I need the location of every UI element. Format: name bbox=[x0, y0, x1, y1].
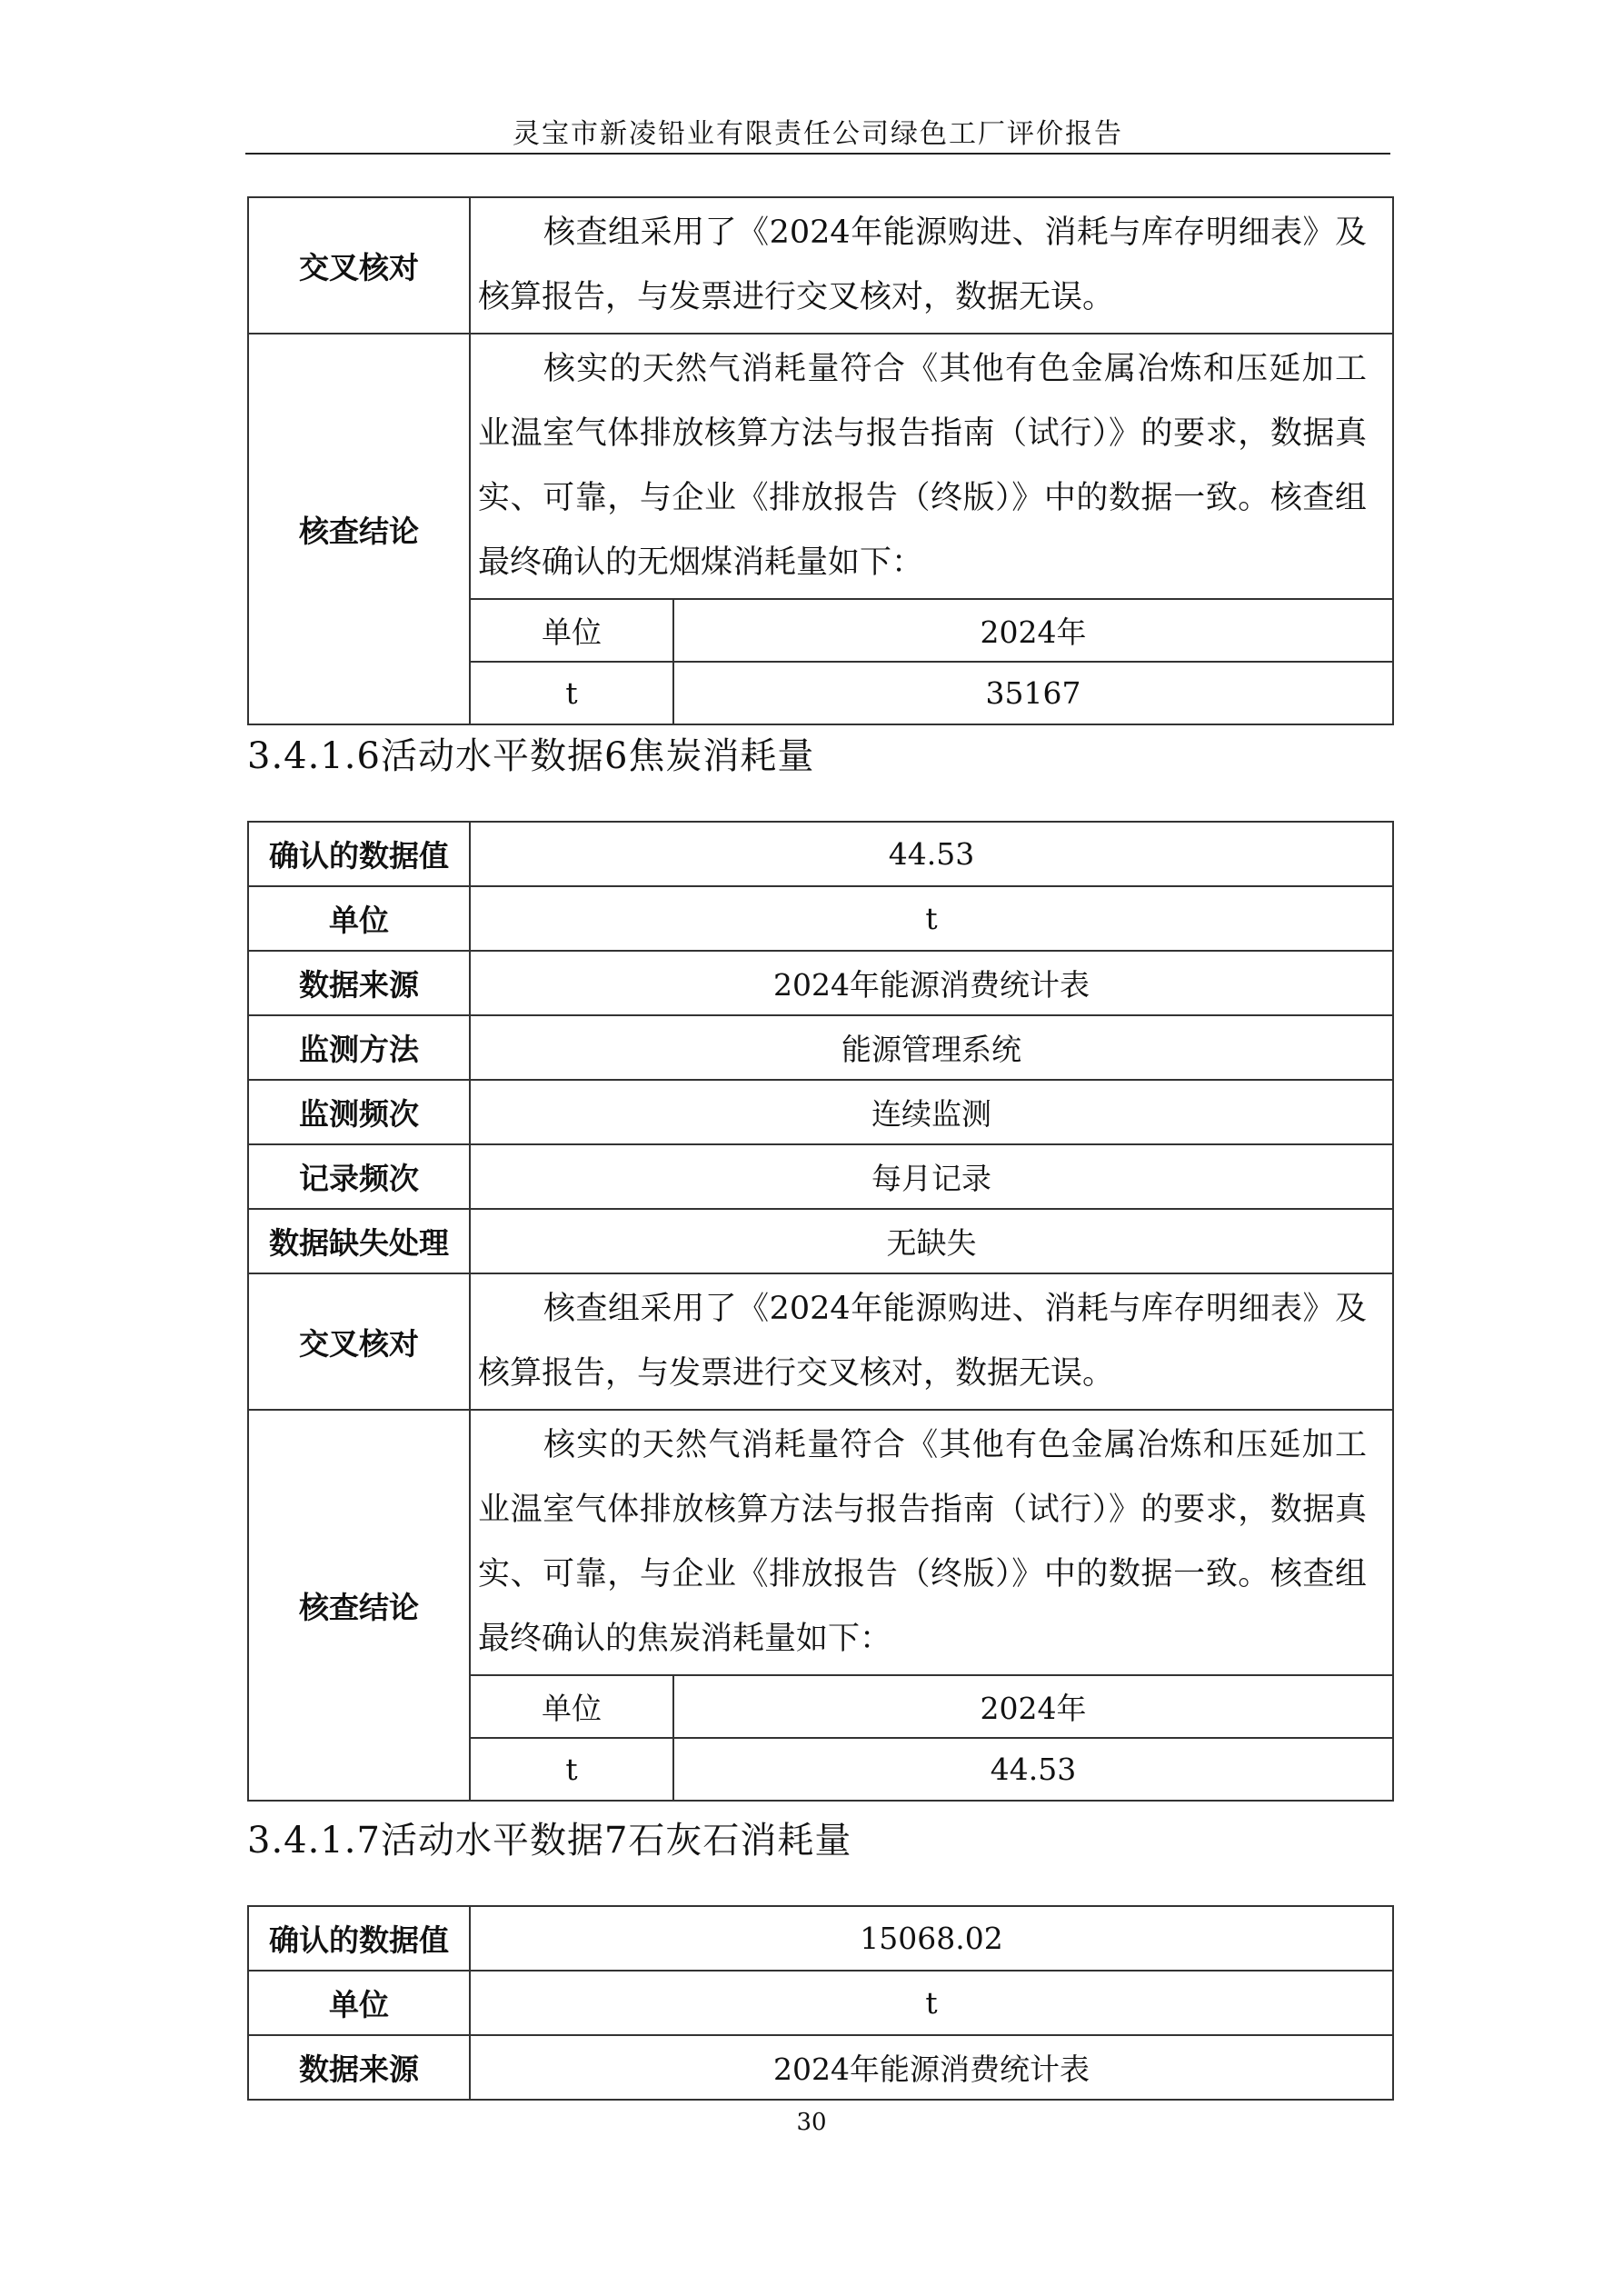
table-row bbox=[248, 886, 1393, 951]
row-value: 无缺失 bbox=[470, 1209, 1393, 1273]
row-value: 连续监测 bbox=[470, 1080, 1393, 1144]
table-row bbox=[248, 2035, 1393, 2100]
row-label: 单位 bbox=[248, 1971, 470, 2035]
cross-check-row bbox=[248, 197, 1393, 334]
table-row bbox=[248, 1015, 1393, 1080]
row-label: 数据来源 bbox=[248, 2035, 470, 2100]
table-row bbox=[248, 1209, 1393, 1273]
row-value: 2024年能源消费统计表 bbox=[470, 2035, 1393, 2100]
row-value: t bbox=[470, 886, 1393, 951]
table-row bbox=[248, 1080, 1393, 1144]
row-label: 数据缺失处理 bbox=[248, 1209, 470, 1273]
conclusion-cell bbox=[470, 1410, 1393, 1801]
conclusion-row bbox=[248, 1410, 1393, 1801]
conclusion-value-row bbox=[471, 662, 1392, 724]
conclusion-value-row bbox=[471, 1738, 1392, 1800]
conclusion-value-header-row bbox=[471, 1675, 1392, 1738]
row-value: t bbox=[470, 1971, 1393, 2035]
row-value: 能源管理系统 bbox=[470, 1015, 1393, 1080]
consumption-value: 44.53 bbox=[673, 1738, 1392, 1800]
running-header: 灵宝市新凌铅业有限责任公司绿色工厂评价报告 bbox=[513, 118, 1123, 150]
table-row bbox=[248, 1144, 1393, 1209]
row-value: 2024年能源消费统计表 bbox=[470, 951, 1393, 1015]
conclusion-text: 核实的天然气消耗量符合《其他有色金属冶炼和压延加工业温室气体排放核算方法与报告指南（试行）》的要求，数据真实、可靠，与企业《排放报告（终版）》中的数据一致。核查组最终确认的焦炭消耗量如下： bbox=[478, 1427, 1367, 1657]
table-row bbox=[248, 822, 1393, 886]
section-heading-7: 3.4.1.7活动水平数据7石灰石消耗量 bbox=[247, 1820, 852, 1862]
section-heading-6: 3.4.1.6活动水平数据6焦炭消耗量 bbox=[247, 735, 815, 777]
conclusion-cell bbox=[470, 334, 1393, 724]
cross-check-cell bbox=[470, 1273, 1393, 1410]
cross-check-row bbox=[248, 1273, 1393, 1410]
row-label: 记录频次 bbox=[248, 1144, 470, 1209]
unit-header: 单位 bbox=[471, 1675, 673, 1738]
table-row bbox=[248, 1971, 1393, 2035]
year-header: 2024年 bbox=[673, 1675, 1392, 1738]
conclusion-label: 核查结论 bbox=[248, 334, 470, 724]
table-row bbox=[248, 1906, 1393, 1971]
conclusion-value-table bbox=[471, 1674, 1392, 1800]
header-rule bbox=[245, 153, 1390, 155]
table-section-7 bbox=[247, 1905, 1394, 2101]
row-label: 监测频次 bbox=[248, 1080, 470, 1144]
row-label: 确认的数据值 bbox=[248, 1906, 470, 1971]
cross-check-text: 核查组采用了《2024年能源购进、消耗与库存明细表》及核算报告，与发票进行交叉核对，数据无误。 bbox=[478, 215, 1367, 315]
page-number: 30 bbox=[796, 2109, 827, 2136]
conclusion-label: 核查结论 bbox=[248, 1410, 470, 1801]
cross-check-label: 交叉核对 bbox=[248, 197, 470, 334]
unit-value: t bbox=[471, 1738, 673, 1800]
row-label: 单位 bbox=[248, 886, 470, 951]
conclusion-row bbox=[248, 334, 1393, 724]
conclusion-text: 核实的天然气消耗量符合《其他有色金属冶炼和压延加工业温室气体排放核算方法与报告指南（试行）》的要求，数据真实、可靠，与企业《排放报告（终版）》中的数据一致。核查组最终确认的无烟煤消耗量如下： bbox=[478, 351, 1367, 581]
consumption-value: 35167 bbox=[673, 662, 1392, 724]
year-header: 2024年 bbox=[673, 599, 1392, 662]
unit-value: t bbox=[471, 662, 673, 724]
row-value: 每月记录 bbox=[470, 1144, 1393, 1209]
conclusion-value-table bbox=[471, 598, 1392, 724]
row-label: 确认的数据值 bbox=[248, 822, 470, 886]
row-value: 15068.02 bbox=[470, 1906, 1393, 1971]
row-value: 44.53 bbox=[470, 822, 1393, 886]
row-label: 数据来源 bbox=[248, 951, 470, 1015]
unit-header: 单位 bbox=[471, 599, 673, 662]
table-section-6 bbox=[247, 821, 1394, 1802]
cross-check-text: 核查组采用了《2024年能源购进、消耗与库存明细表》及核算报告，与发票进行交叉核对，数据无误。 bbox=[478, 1291, 1367, 1392]
table-previous-section bbox=[247, 196, 1394, 725]
conclusion-value-header-row bbox=[471, 599, 1392, 662]
row-label: 监测方法 bbox=[248, 1015, 470, 1080]
cross-check-cell bbox=[470, 197, 1393, 334]
table-row bbox=[248, 951, 1393, 1015]
cross-check-label: 交叉核对 bbox=[248, 1273, 470, 1410]
